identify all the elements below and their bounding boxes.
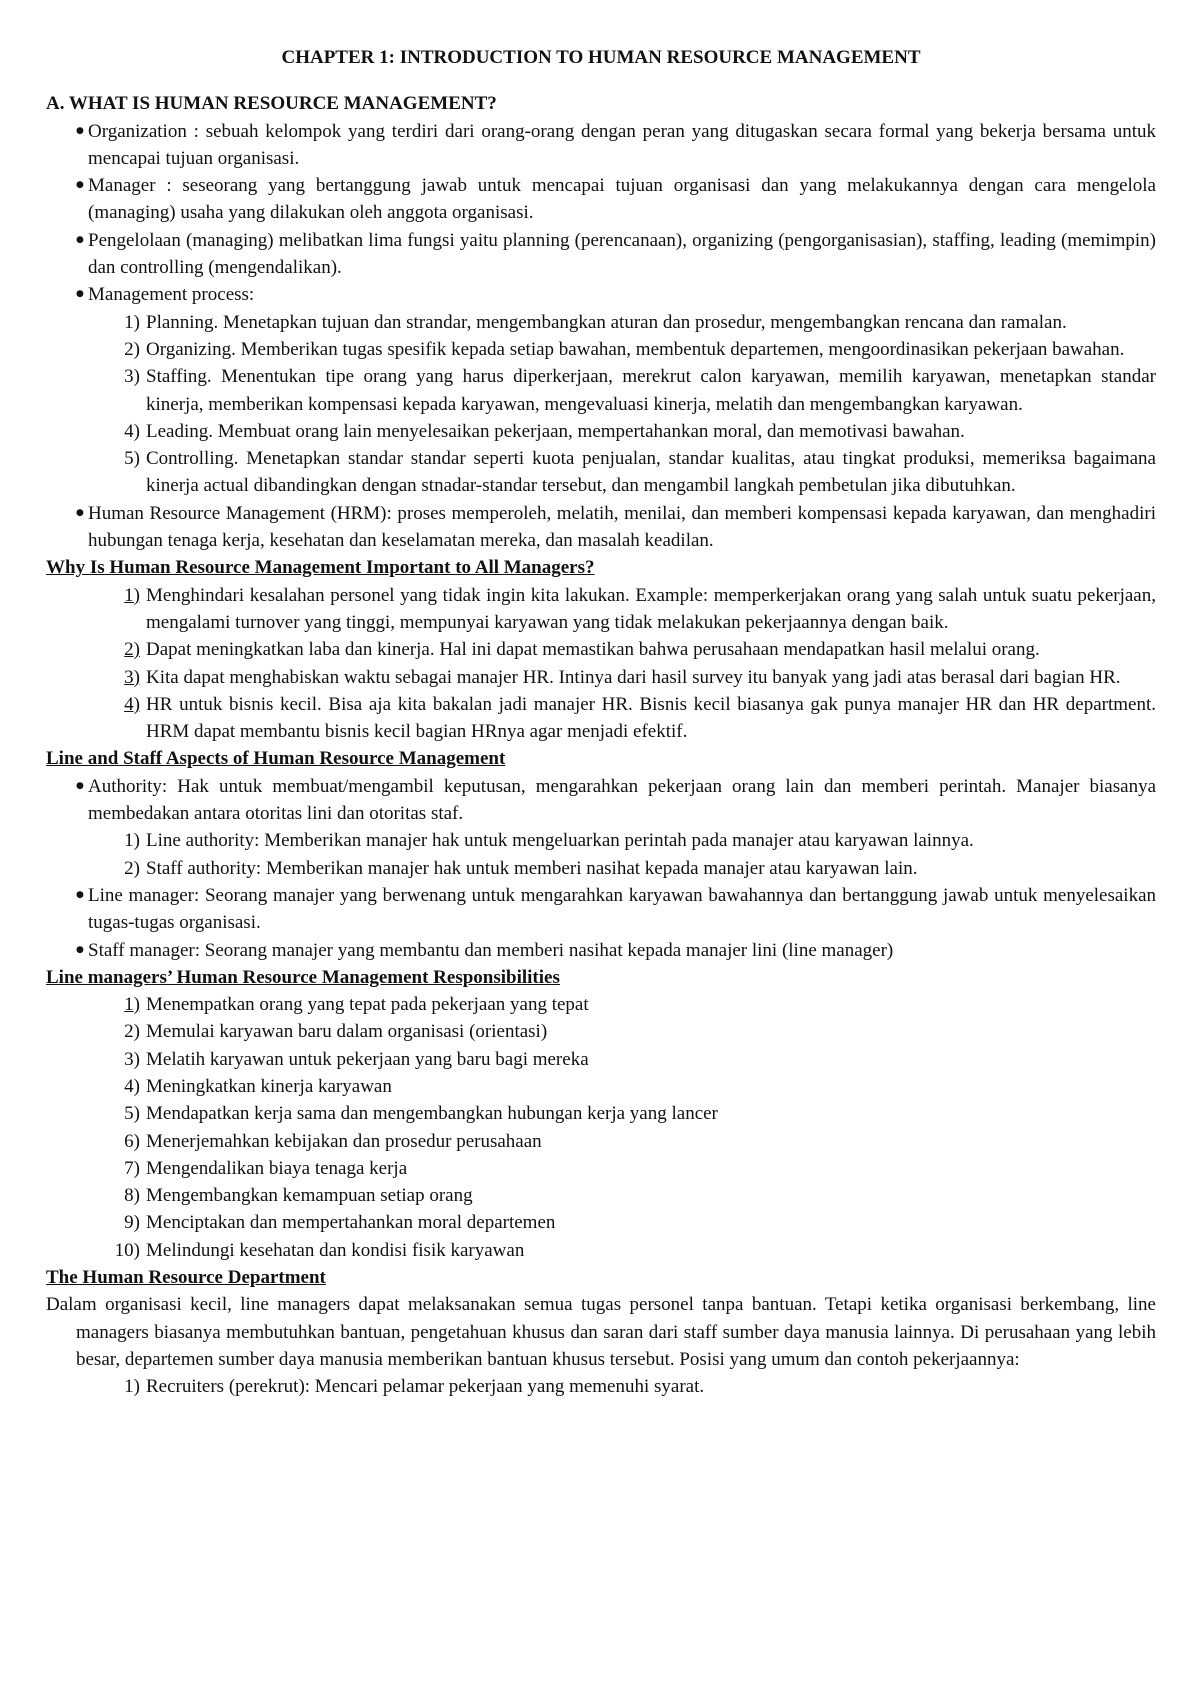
bullet-hrm: ● Human Resource Management (HRM): proses memperoleh, melatih, menilai, dan memberi kompensasi kepada karyawan, dan menghadiri hubungan tenaga kerja, kesehatan dan keselamatan mereka, dan masalah keadilan. (46, 500, 1156, 555)
list-item: 1) Planning. Menetapkan tujuan dan strandar, mengembangkan aturan dan prosedur, mengembangkan rencana dan ramalan. (124, 311, 1067, 333)
responsibilities-list (46, 991, 1156, 1264)
department-heading: The Human Resource Department (46, 1267, 326, 1289)
bullet-line-manager: ● Line manager: Seorang manajer yang berwenang untuk mengarahkan karyawan bawahannya dan bertanggung jawab untuk menyelesaikan tugas-tugas organisasi. (46, 882, 1156, 937)
hrm-bullet-list (46, 500, 1156, 555)
list-item: 4) Meningkatkan kinerja karyawan (124, 1075, 392, 1097)
list-item: 4) Leading. Membuat orang lain menyelesaikan pekerjaan, mempertahankan moral, dan memotivasi bawahan. (124, 420, 965, 442)
list-item: 1) Menempatkan orang yang tepat pada pekerjaan yang tepat (124, 994, 589, 1016)
bullet-management-process: ● Management process: (46, 281, 1156, 308)
list-item: 2) Memulai karyawan baru dalam organisasi (orientasi) (124, 1021, 548, 1043)
list-item: 1) Menghindari kesalahan personel yang tidak ingin kita lakukan. Example: memperkerjakan orang yang salah untuk suatu pekerjaan, mengalami turnover yang tinggi, mempunyai karyawan yang tidak melakukan pekerjaannya dengan baik. (124, 584, 1156, 633)
department-list (46, 1373, 1156, 1400)
section-a-heading: A. WHAT IS HUMAN RESOURCE MANAGEMENT? (46, 93, 497, 115)
manager-bullets (46, 882, 1156, 964)
bullet-authority: ● Authority: Hak untuk membuat/mengambil keputusan, mengarahkan pekerjaan orang lain dan memberi perintah. Manajer biasanya membedakan antara otoritas lini dan otoritas staf. (46, 773, 1156, 828)
list-item: 9) Menciptakan dan mempertahankan moral departemen (124, 1212, 556, 1234)
section-a-bullets (46, 118, 1156, 309)
authority-bullet-list (46, 773, 1156, 828)
list-item: 6) Menerjemahkan kebijakan dan prosedur perusahaan (124, 1130, 542, 1152)
list-item: 4) HR untuk bisnis kecil. Bisa aja kita bakalan jadi manajer HR. Bisnis kecil biasanya gak punya manajer HR dan HR department. HRM dapat membantu bisnis kecil bagian HRnya agar menjadi efektif. (124, 693, 1156, 743)
chapter-title: CHAPTER 1: INTRODUCTION TO HUMAN RESOURCE MANAGEMENT (281, 47, 921, 68)
line-staff-heading: Line and Staff Aspects of Human Resource Management (46, 748, 506, 770)
bullet-staff-manager: ● Staff manager: Seorang manajer yang membantu dan memberi nasihat kepada manajer lini (line manager) (46, 937, 1156, 964)
list-item: 2) Organizing. Memberikan tugas spesifik kepada setiap bawahan, membentuk departemen, mengoordinasikan pekerjaan bawahan. (124, 338, 1125, 360)
list-item: 8) Mengembangkan kemampuan setiap orang (124, 1185, 473, 1207)
list-item: 2) Staff authority: Memberikan manajer hak untuk memberi nasihat kepada manajer atau karyawan lain. (124, 857, 918, 879)
why-list (46, 582, 1156, 746)
list-item: 1) Line authority: Memberikan manajer hak untuk mengeluarkan perintah pada manajer atau karyawan lainnya. (124, 830, 974, 852)
list-item: 7) Mengendalikan biaya tenaga kerja (124, 1157, 408, 1179)
list-item: 3) Melatih karyawan untuk pekerjaan yang baru bagi mereka (124, 1048, 589, 1070)
bullet-organization: ● Organization : sebuah kelompok yang terdiri dari orang-orang dengan peran yang ditugaskan secara formal yang bekerja bersama untuk mencapai tujuan organisasi. (46, 118, 1156, 173)
authority-list (46, 827, 1156, 882)
list-item: 3) Staffing. Menentukan tipe orang yang harus diperkerjaan, merekrut calon karyawan, memilih karyawan, menetapkan standar kinerja, memberikan kompensasi kepada karyawan, mengevaluasi kinerja, melatih dan mengembangkan karyawan. (124, 366, 1156, 415)
why-heading: Why Is Human Resource Management Important to All Managers? (46, 557, 595, 579)
responsibilities-heading: Line managers’ Human Resource Management Responsibilities (46, 966, 560, 988)
management-process-list (46, 309, 1156, 500)
bullet-manager: ● Manager : seseorang yang bertanggung jawab untuk mencapai tujuan organisasi dan yang melakukannya dengan cara mengelola (managing) usaha yang dilakukan oleh anggota organisasi. (46, 172, 1156, 227)
list-item: 3) Kita dapat menghabiskan waktu sebagai manajer HR. Intinya dari hasil survey itu banyak yang jadi atas berasal dari bagian HR. (124, 666, 1121, 688)
bullet-managing: ● Pengelolaan (managing) melibatkan lima fungsi yaitu planning (perencanaan), organizing (pengorganisasian), staffing, leading (memimpin) dan controlling (mengendalikan). (46, 227, 1156, 282)
list-item: 10) Melindungi kesehatan dan kondisi fisik karyawan (114, 1239, 525, 1261)
list-item: 5) Controlling. Menetapkan standar standar seperti kuota penjualan, standar kualitas, atau tingkat produksi, memeriksa bagaimana kinerja actual dibandingkan dengan stnadar-standar tersebut, dan mengambil langkah pembetulan jika dibutuhkan. (124, 448, 1156, 497)
list-item: 2) Dapat meningkatkan laba dan kinerja. Hal ini dapat memastikan bahwa perusahaan mendapatkan hasil melalui orang. (124, 639, 1040, 661)
list-item: 5) Mendapatkan kerja sama dan mengembangkan hubungan kerja yang lancer (124, 1103, 718, 1125)
department-paragraph: Dalam organisasi kecil, line managers dapat melaksanakan semua tugas personel tanpa bantuan. Tetapi ketika organisasi berkembang, line managers biasanya membutuhkan bantuan, pengetahuan khusus dan saran dari staff sumber daya manusia lainnya. Di perusahaan yang lebih besar, departemen sumber daya manusia memberikan bantuan khusus tersebut. Posisi yang umum dan contoh pekerjaannya: (46, 1294, 1156, 1370)
list-item: 1) Recruiters (perekrut): Mencari pelamar pekerjaan yang memenuhi syarat. (124, 1376, 705, 1398)
